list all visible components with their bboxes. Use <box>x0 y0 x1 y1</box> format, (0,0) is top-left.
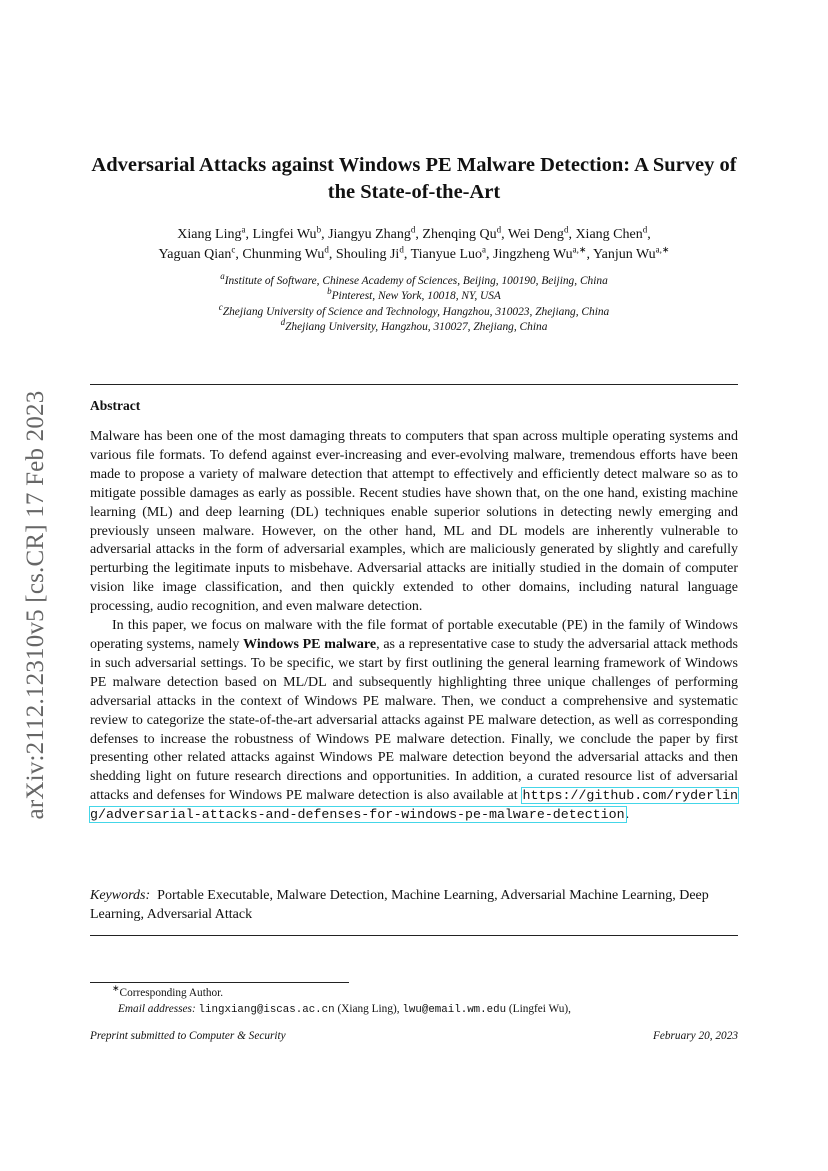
author-affiliation-marker: c <box>231 244 236 255</box>
author-affiliation-marker: d <box>642 224 648 235</box>
keywords <box>90 887 738 925</box>
affiliation-list <box>90 271 738 335</box>
arxiv-identifier: arXiv:2112.12310v5 [cs.CR] 17 Feb 2023 <box>22 390 49 820</box>
abstract-p2-text-start: In this paper, we focus on malware with the file format of portable executable (PE) in the family of Windows operating systems, namely <box>90 618 738 652</box>
author-name: Lingfei Wu <box>252 227 317 242</box>
author-affiliation-marker: d <box>324 244 329 255</box>
top-divider <box>90 384 738 385</box>
affiliation-text: Institute of Software, Chinese Academy of Sciences, Beijing, 100190, Beijing, China <box>224 275 608 287</box>
footer-preprint-note: Preprint submitted to Computer & Security <box>90 1030 286 1042</box>
abstract-heading: Abstract <box>90 398 141 413</box>
affiliation <box>90 286 738 304</box>
footnote-corresponding-text: Corresponding Author. <box>119 987 224 999</box>
author-line-2: Yaguan Qian$^c$, Chunming Wu$^d$, Shouling Ji$^d$, Tianyue Luo$^a$, Jingzheng $Wu^{a,∗}$, Yanjun $Wu^{a,∗}$ <box>158 244 670 262</box>
author-name: Yaguan Qian <box>158 247 232 262</box>
author-name: Chunming Wu <box>242 247 325 262</box>
affiliation <box>90 301 738 320</box>
affiliation-marker: b <box>327 286 332 297</box>
page-footer <box>90 1030 738 1042</box>
email-label: Email addresses: <box>118 1002 196 1015</box>
author-affiliation-marker: d <box>563 224 569 235</box>
author-affiliation-marker: b <box>316 224 322 235</box>
affiliation-text: Zhejiang University of Science and Technology, Hangzhou, 310023, Zhejiang, China <box>222 305 610 318</box>
arxiv-identifier-sidebar <box>18 360 54 850</box>
author-name: Jiangyu Zhang <box>328 227 411 242</box>
abstract-p2-text-middle: , as a representative case to study the adversarial attack methods in such adversarial settings. To be specific, we start by first outlining the general learning framework of Windows PE malware detection based on ML/DL and subsequently highlighting three unique challenges of performing adversarial attacks in the context of Windows PE malware. Then, we conduct a comprehensive and systematic review to categorize the state-of-the-art adversarial attacks against PE malware detection, as well as corresponding defenses to increase the robustness of Windows PE malware detection. Finally, we conclude the paper by first presenting other related attacks against Windows PE malware detection beyond the adversarial attacks and then shedding light on future research directions and opportunities. In addition, a curated resource list of adversarial attacks and defenses for Windows PE malware detection is also available at <box>90 636 739 804</box>
author-affiliation-marker: a,∗ <box>572 244 587 255</box>
author-affiliation-marker: d <box>496 224 502 235</box>
abstract-paragraph-1: Malware has been one of the most damaging threats to computers that span across multiple operating systems and various file formats. To defend against ever-increasing and ever-evolving malware, tremendous efforts have been made to propose a variety of malware detection that attempt to effectively and efficiently detect malware so as to mitigate possible damages as early as possible. Recent studies have shown that, on the one hand, existing machine learning (ML) and deep learning (DL) techniques enable superior solutions in detecting newly emerging and previously unseen malware. However, on the other hand, ML and DL models are inherently vulnerable to adversarial attacks in the form of adversarial examples, which are maliciously generated by slightly and carefully perturbing the legitimate inputs to misbehave. Adversarial attacks are initially studied in the domain of computer vision like image classification, and then quickly extended to other domains, including natural language processing, audio recognition, and even malware detection. <box>90 429 738 615</box>
author-line-1: Xiang Ling$^a$, Lingfei Wu$^b$, Jiangyu Zhang$^d$, Zhenqing Qu$^d$, Wei Deng$^d$, Xiang Chen$^d$, <box>177 224 651 242</box>
author-affiliation-marker: d <box>410 224 416 235</box>
abstract-paragraph-2 <box>90 617 738 825</box>
affiliation-marker: a <box>220 271 225 282</box>
affiliation <box>90 317 738 335</box>
affiliation-marker: d <box>280 317 286 328</box>
abstract-p2-emphasis: Windows PE malware <box>243 636 377 652</box>
footnote-corresponding: ∗Corresponding Author. <box>112 983 224 999</box>
bottom-divider <box>90 935 738 936</box>
author-name: Yanjun Wu <box>592 247 656 262</box>
author-name: Jingzheng Wu <box>493 247 573 262</box>
affiliation-text: Zhejiang University, Hangzhou, 310027, Zhejiang, China <box>285 320 548 333</box>
abstract-body <box>90 428 738 825</box>
keywords-label: Keywords: <box>90 888 151 903</box>
author-name: Xiang Chen <box>575 227 643 242</box>
email-wu-name: (Lingfei Wu), <box>508 1002 571 1015</box>
footer-date: February 20, 2023 <box>652 1030 738 1042</box>
email-ling[interactable]: lingxiang@iscas.ac.cn <box>198 1003 335 1016</box>
keywords-text: Portable Executable, Malware Detection, Machine Learning, Adversarial Machine Learning, Deep Learning, Adversarial Attack <box>90 888 709 922</box>
email-ling-name: (Xiang Ling), <box>337 1002 400 1015</box>
affiliation-text: Pinterest, New York, 10018, NY, USA <box>331 290 501 303</box>
author-affiliation-marker: d <box>399 244 404 255</box>
abstract-p2-text-end: . <box>625 807 630 823</box>
paper-title: Adversarial Attacks against Windows PE Malware Detection: A Survey of the State-of-the-Art <box>91 154 737 203</box>
author-list <box>90 225 738 265</box>
affiliation <box>90 271 738 289</box>
author-name: Zhenqing Qu <box>422 227 497 242</box>
github-resource-link[interactable]: https://github.com/ryderling/adversarial-attacks-and-defenses-for-windows-pe-malware-detection <box>90 788 738 823</box>
affiliation-marker: c <box>218 301 223 312</box>
footnotes <box>90 983 738 1019</box>
author-name: Shouling Ji <box>335 247 400 262</box>
author-name: Xiang Ling <box>177 227 242 242</box>
author-affiliation-marker: a,∗ <box>655 244 670 255</box>
footnote-divider <box>90 982 349 983</box>
email-wu[interactable]: lwu@email.wm.edu <box>402 1003 507 1016</box>
footnote-emails <box>90 1002 738 1019</box>
author-name: Wei Deng <box>507 227 564 242</box>
author-affiliation-marker: a <box>482 244 486 255</box>
author-name: Tianyue Luo <box>410 247 482 262</box>
author-affiliation-marker: a <box>241 224 246 235</box>
